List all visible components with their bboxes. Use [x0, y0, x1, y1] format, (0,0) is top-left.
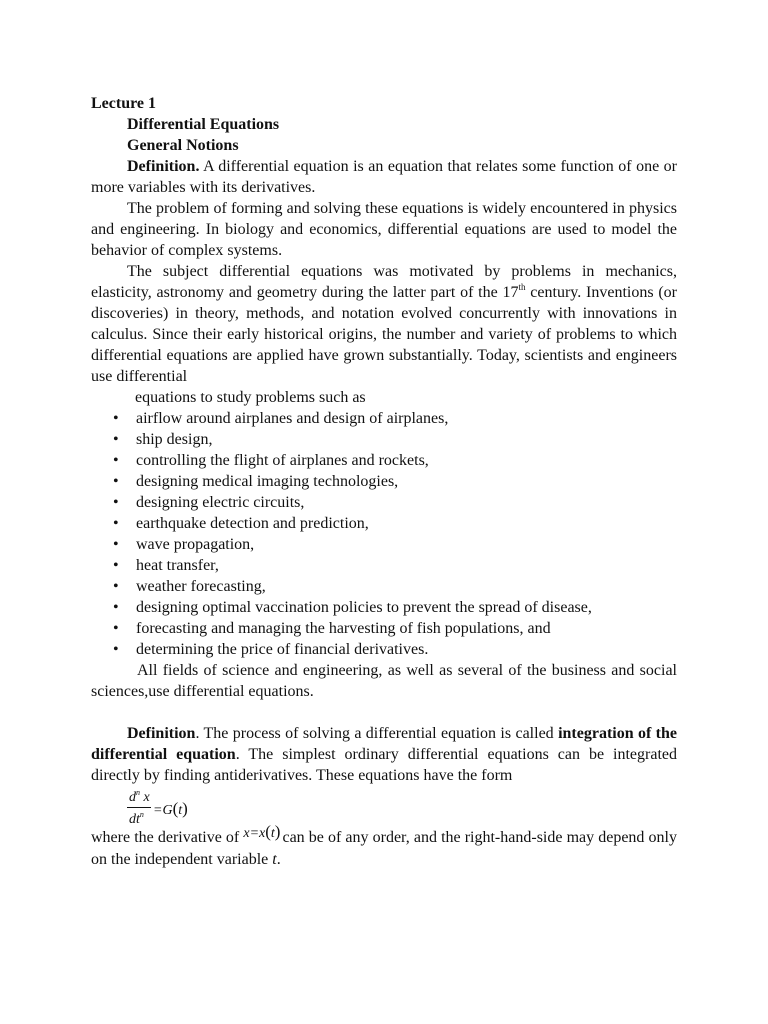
variable-t: t: [272, 851, 277, 868]
list-item: • designing electric circuits,: [91, 492, 677, 513]
denominator-dt: dt: [129, 812, 140, 827]
rhs-function: =G: [153, 803, 173, 818]
inline-math-close-paren: ): [274, 822, 281, 841]
list-item: • wave propagation,: [91, 534, 677, 555]
inline-math-lhs: x=x: [243, 826, 266, 841]
century-superscript: th: [518, 282, 526, 292]
integration-term: integration of the differential equation: [91, 725, 678, 763]
list-item: • earthquake detection and prediction,: [91, 513, 677, 534]
list-item: • designing optimal vaccination policies to prevent the spread of disease,: [91, 597, 677, 618]
definition-2-text-1: . The process of solving a differential equation is called: [195, 725, 559, 742]
definition-text: A differential equation is an equation that relates some function of one or more variables with its derivatives.: [91, 158, 677, 196]
definition-paragraph-1: [91, 156, 677, 198]
denominator-power: n: [139, 810, 144, 819]
list-item: • forecasting and managing the harvesting of fish populations, and: [91, 618, 677, 639]
list-item: • designing medical imaging technologies,: [91, 471, 677, 492]
rhs-close-paren: ): [182, 799, 188, 818]
paragraph-forming-solving: The problem of forming and solving these equations is widely encountered in physics and engineering. In biology and economics, differential equations are used to model the behavior of complex systems.: [91, 200, 677, 259]
lecture-title: Lecture 1: [91, 95, 157, 112]
where-text-before: where the derivative of: [91, 829, 244, 846]
applications-list: [91, 408, 677, 660]
paragraph-where: [91, 822, 677, 870]
inline-math-x-of-t: [243, 822, 282, 841]
list-item: • ship design,: [91, 429, 677, 450]
list-item: • heat transfer,: [91, 555, 677, 576]
section-heading: Differential Equations: [127, 116, 280, 133]
list-item: • determining the price of financial derivatives.: [91, 639, 677, 660]
fraction-numerator: [129, 787, 150, 808]
numerator-variable: x: [140, 790, 150, 805]
paragraph-history: [91, 261, 677, 387]
rhs-variable: t: [178, 803, 183, 818]
ode-formula: [127, 786, 677, 826]
subsection-heading: General Notions: [127, 137, 239, 154]
history-text-before: The subject differential equations was motivated by problems in mechanics, elasticity, astronomy and geometry during the latter part of the 17: [91, 263, 677, 301]
document-body: [91, 93, 677, 870]
blank-line: [91, 702, 677, 723]
numerator-d: d: [129, 790, 136, 805]
list-item: • controlling the flight of airplanes and rockets,: [91, 450, 677, 471]
definition-label-2: Definition: [127, 725, 196, 742]
numerator-power: n: [136, 788, 140, 797]
definition-paragraph-2: [91, 723, 677, 786]
list-item: • airflow around airplanes and design of airplanes,: [91, 408, 677, 429]
definition-2-text-2: . The simplest ordinary differential equations can be integrated directly by finding antiderivatives. These equations have the form: [91, 746, 678, 784]
where-text-after: can be of any order, and the right-hand-side may depend only on the independent variable: [91, 829, 677, 868]
paragraph-all-fields: All fields of science and engineering, as well as several of the business and social sciences,use differential equations.: [91, 662, 677, 700]
fraction-bar: [127, 807, 151, 808]
rhs-open-paren: (: [172, 799, 179, 818]
fraction-denominator: [129, 809, 144, 830]
where-text-end: .: [276, 851, 281, 868]
list-intro: equations to study problems such as: [135, 389, 366, 406]
definition-label: Definition.: [127, 158, 200, 175]
list-item: • weather forecasting,: [91, 576, 677, 597]
inline-math-variable: t: [270, 826, 275, 841]
formula-right-hand-side: [153, 798, 188, 821]
history-text-after: century. Inventions (or discoveries) in theory, methods, and notation evolved concurrently with innovations in calculus. Since their early historical origins, the number and variety of problems to which differential equations are applied have grown substantially. Today, scientists and engineers use differential: [91, 284, 678, 385]
inline-math-open-paren: (: [265, 822, 271, 841]
